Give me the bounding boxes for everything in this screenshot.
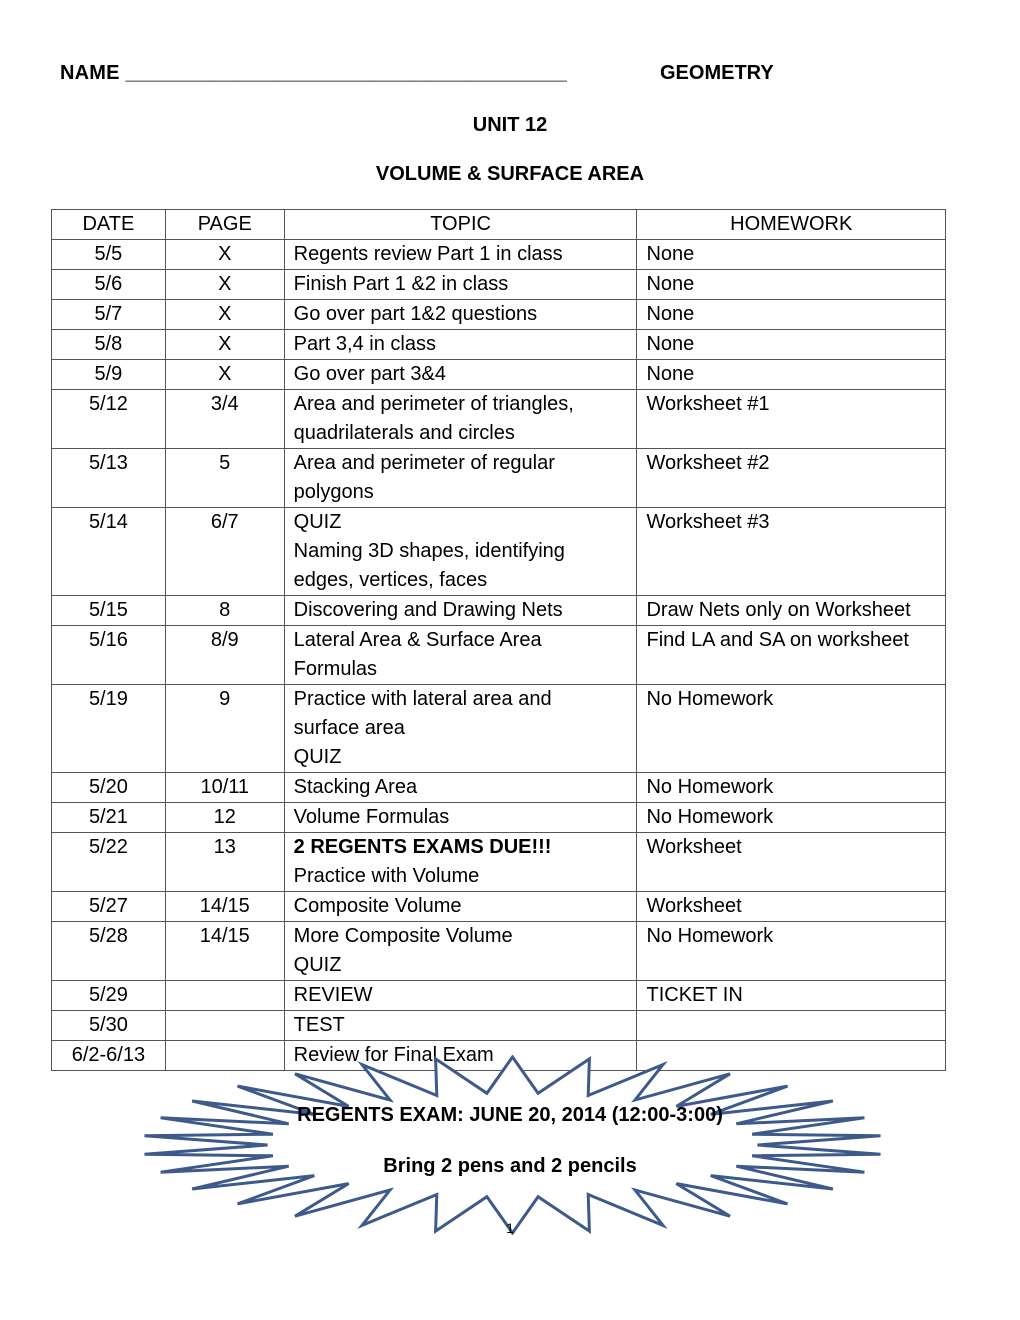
topic-line: Practice with lateral area and — [293, 688, 552, 710]
date-cell: 5/9 — [52, 360, 166, 390]
table-row — [52, 803, 946, 833]
topic-line: quadrilaterals and circles — [293, 422, 515, 444]
topic-cell — [284, 833, 637, 892]
page-cell: 9 — [165, 685, 284, 773]
topic-line: Part 3,4 in class — [293, 333, 436, 355]
table-row — [52, 390, 946, 449]
page-cell — [165, 981, 284, 1011]
table-row — [52, 981, 946, 1011]
page-number: 1 — [506, 1220, 514, 1236]
header-topic: TOPIC — [284, 210, 637, 240]
starburst-callout — [140, 1055, 885, 1235]
date-cell: 5/21 — [52, 803, 166, 833]
table-row — [52, 270, 946, 300]
topic-line: Review for Final Exam — [293, 1044, 494, 1066]
topic-line: Composite Volume — [293, 895, 462, 917]
homework-cell: Find LA and SA on worksheet — [637, 626, 946, 685]
topic-cell — [284, 360, 637, 390]
regents-exam-date: REGENTS EXAM: JUNE 20, 2014 (12:00-3:00) — [297, 1104, 723, 1126]
page-cell: X — [165, 300, 284, 330]
topic-line: Volume Formulas — [293, 806, 450, 828]
homework-cell: None — [637, 240, 946, 270]
name-label: NAME — [60, 62, 120, 84]
header-date: DATE — [52, 210, 166, 240]
page-cell: 8 — [165, 596, 284, 626]
header-page: PAGE — [165, 210, 284, 240]
topic-line: TEST — [293, 1014, 345, 1036]
topic-line: surface area — [293, 717, 405, 739]
date-cell: 5/20 — [52, 773, 166, 803]
date-cell: 5/5 — [52, 240, 166, 270]
page-cell: 12 — [165, 803, 284, 833]
table-row — [52, 240, 946, 270]
topic-line: Area and perimeter of regular — [293, 452, 555, 474]
header-homework: HOMEWORK — [637, 210, 946, 240]
supplies-reminder: Bring 2 pens and 2 pencils — [383, 1155, 637, 1177]
topic-cell — [284, 773, 637, 803]
homework-cell: Worksheet — [637, 833, 946, 892]
topic-cell — [284, 508, 637, 596]
date-cell: 5/14 — [52, 508, 166, 596]
date-cell: 5/8 — [52, 330, 166, 360]
name-blank-line: _______________________________________ — [125, 62, 568, 84]
topic-line: More Composite Volume — [293, 925, 513, 947]
topic-cell — [284, 390, 637, 449]
topic-line: edges, vertices, faces — [293, 569, 488, 591]
topic-line: polygons — [293, 481, 374, 503]
topic-line: Area and perimeter of triangles, — [293, 393, 574, 415]
schedule-table — [51, 209, 946, 1071]
table-row — [52, 892, 946, 922]
topic-cell — [284, 449, 637, 508]
page-cell — [165, 1011, 284, 1041]
topic-line: QUIZ — [293, 746, 342, 768]
table-row — [52, 360, 946, 390]
topic-cell — [284, 981, 637, 1011]
date-cell: 5/6 — [52, 270, 166, 300]
topic-line: 2 REGENTS EXAMS DUE!!! — [293, 836, 552, 858]
homework-cell: None — [637, 360, 946, 390]
page-cell: 14/15 — [165, 922, 284, 981]
table-row — [52, 449, 946, 508]
name-field — [60, 62, 567, 85]
topic-line: Regents review Part 1 in class — [293, 243, 563, 265]
table-row — [52, 1011, 946, 1041]
schedule-body — [52, 240, 946, 1071]
homework-cell: No Homework — [637, 922, 946, 981]
date-cell: 5/27 — [52, 892, 166, 922]
table-row — [52, 596, 946, 626]
homework-cell: Worksheet — [637, 892, 946, 922]
table-row — [52, 773, 946, 803]
table-row — [52, 922, 946, 981]
unit-title: UNIT 12 — [472, 114, 548, 136]
page-cell: 13 — [165, 833, 284, 892]
topic-line: Finish Part 1 &2 in class — [293, 273, 509, 295]
topic-line: QUIZ — [293, 954, 342, 976]
homework-cell: Worksheet #2 — [637, 449, 946, 508]
date-cell: 5/28 — [52, 922, 166, 981]
page-cell: 14/15 — [165, 892, 284, 922]
topic-line: Go over part 1&2 questions — [293, 303, 538, 325]
homework-cell: Worksheet #1 — [637, 390, 946, 449]
date-cell: 5/29 — [52, 981, 166, 1011]
page-cell: 3/4 — [165, 390, 284, 449]
table-row — [52, 508, 946, 596]
topic-line: Formulas — [293, 658, 378, 680]
homework-cell — [637, 1011, 946, 1041]
topic-cell — [284, 270, 637, 300]
homework-cell: No Homework — [637, 685, 946, 773]
table-row — [52, 626, 946, 685]
topic-cell — [284, 922, 637, 981]
homework-cell: None — [637, 300, 946, 330]
table-row — [52, 833, 946, 892]
homework-cell: No Homework — [637, 803, 946, 833]
topic-line: Discovering and Drawing Nets — [293, 599, 563, 621]
page-cell: 6/7 — [165, 508, 284, 596]
unit-subtitle: VOLUME & SURFACE AREA — [375, 163, 645, 185]
date-cell: 5/16 — [52, 626, 166, 685]
date-cell: 6/2-6/13 — [52, 1041, 166, 1071]
page-cell: X — [165, 240, 284, 270]
homework-cell: None — [637, 330, 946, 360]
topic-cell — [284, 626, 637, 685]
table-row — [52, 300, 946, 330]
topic-cell — [284, 803, 637, 833]
topic-line: Lateral Area & Surface Area — [293, 629, 542, 651]
homework-cell: Worksheet #3 — [637, 508, 946, 596]
subject-title: GEOMETRY — [660, 62, 774, 84]
page-cell: X — [165, 270, 284, 300]
date-cell: 5/15 — [52, 596, 166, 626]
topic-cell — [284, 300, 637, 330]
topic-line: REVIEW — [293, 984, 373, 1006]
date-cell: 5/19 — [52, 685, 166, 773]
topic-cell — [284, 596, 637, 626]
topic-line: QUIZ — [293, 511, 342, 533]
homework-cell: TICKET IN — [637, 981, 946, 1011]
topic-line: Go over part 3&4 — [293, 363, 446, 385]
date-cell: 5/30 — [52, 1011, 166, 1041]
table-row — [52, 330, 946, 360]
starburst-shape — [145, 1057, 881, 1233]
page-cell: 5 — [165, 449, 284, 508]
topic-cell — [284, 240, 637, 270]
homework-cell: Draw Nets only on Worksheet — [637, 596, 946, 626]
date-cell: 5/13 — [52, 449, 166, 508]
page-cell: X — [165, 330, 284, 360]
topic-line: Practice with Volume — [293, 865, 480, 887]
page-cell: 8/9 — [165, 626, 284, 685]
date-cell: 5/7 — [52, 300, 166, 330]
topic-cell — [284, 892, 637, 922]
page-cell: 10/11 — [165, 773, 284, 803]
topic-line: Naming 3D shapes, identifying — [293, 540, 565, 562]
date-cell: 5/22 — [52, 833, 166, 892]
topic-cell — [284, 1011, 637, 1041]
table-header-row — [52, 210, 946, 240]
homework-cell: No Homework — [637, 773, 946, 803]
topic-cell — [284, 330, 637, 360]
homework-cell: None — [637, 270, 946, 300]
page-cell: X — [165, 360, 284, 390]
topic-line: Stacking Area — [293, 776, 418, 798]
topic-cell — [284, 685, 637, 773]
date-cell: 5/12 — [52, 390, 166, 449]
table-row — [52, 685, 946, 773]
